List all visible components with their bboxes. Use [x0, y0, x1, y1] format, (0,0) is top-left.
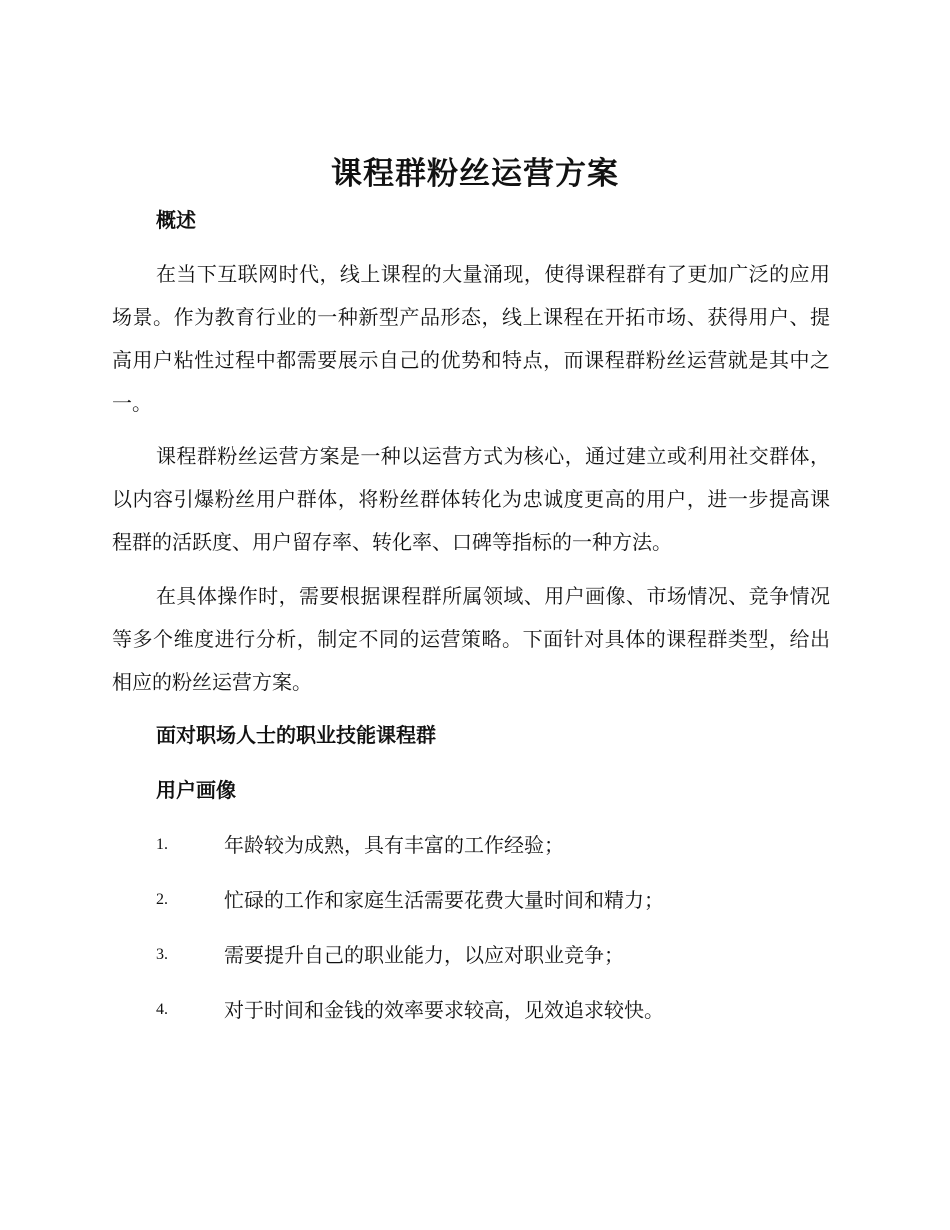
list-item-number: 2. — [156, 891, 168, 908]
list-item-number: 4. — [156, 1001, 168, 1018]
list-item-text: 忙碌的工作和家庭生活需要花费大量时间和精力； — [224, 888, 664, 912]
list-item — [156, 885, 830, 915]
list-item — [156, 940, 830, 970]
list-item-text: 需要提升自己的职业能力，以应对职业竞争； — [224, 943, 624, 967]
list-item-text: 年龄较为成熟，具有丰富的工作经验； — [224, 833, 564, 857]
paragraph-definition: 课程群粉丝运营方案是一种以运营方式为核心，通过建立或利用社交群体，以内容引爆粉丝用户群体，将粉丝群体转化为忠诚度更高的用户，进一步提高课程群的活跃度、用户留存率、转化率、口碑等指标的一种方法。 — [112, 444, 830, 554]
paragraph-strategy: 在具体操作时，需要根据课程群所属领域、用户画像、市场情况、竞争情况等多个维度进行分析，制定不同的运营策略。下面针对具体的课程群类型，给出相应的粉丝运营方案。 — [112, 584, 830, 694]
list-item-number: 1. — [156, 836, 168, 853]
list-item-text: 对于时间和金钱的效率要求较高，见效追求较快。 — [224, 998, 664, 1022]
list-item — [156, 830, 830, 860]
list-item — [156, 995, 830, 1025]
section-heading-career-course: 面对职场人士的职业技能课程群 — [156, 723, 436, 747]
document-title: 课程群粉丝运营方案 — [331, 156, 619, 192]
section-heading-overview: 概述 — [156, 208, 196, 232]
paragraph-intro: 在当下互联网时代，线上课程的大量涌现，使得课程群有了更加广泛的应用场景。作为教育行业的一种新型产品形态，线上课程在开拓市场、获得用户、提高用户粘性过程中都需要展示自己的优势和特点，而课程群粉丝运营就是其中之一。 — [112, 262, 830, 415]
section-heading-user-persona: 用户画像 — [156, 778, 236, 802]
list-item-number: 3. — [156, 946, 168, 963]
